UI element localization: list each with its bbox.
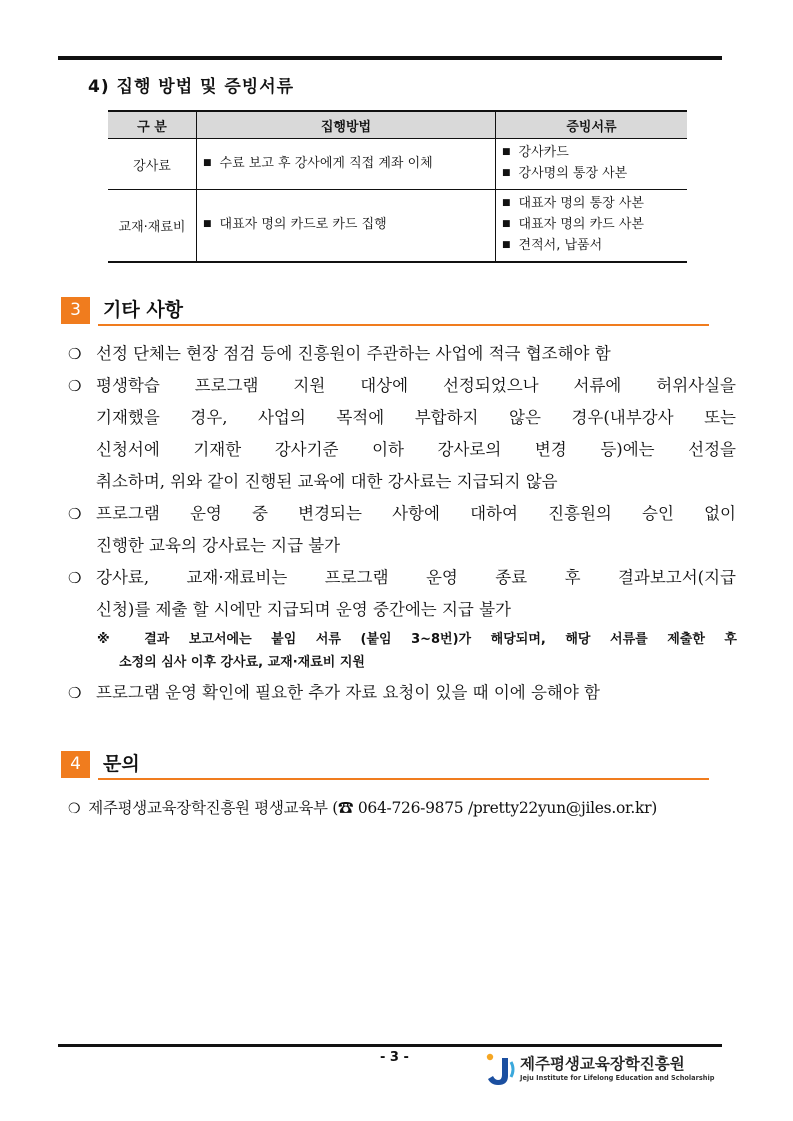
list-item bbox=[68, 498, 736, 562]
circle-bullet-icon: ❍ bbox=[68, 801, 81, 817]
org-logo-icon bbox=[484, 1052, 518, 1088]
org-logo bbox=[484, 1052, 724, 1088]
section-number-badge: 4 bbox=[61, 751, 90, 778]
contact-text: 제주평생교육장학진흥원 평생교육부 (☎ 064-726-9875 /pretty22yun@jiles.or.kr) bbox=[88, 799, 657, 817]
text-line: 선정 단체는 현장 점검 등에 진흥원이 주관하는 사업에 적극 협조해야 함 bbox=[96, 344, 611, 363]
list-item bbox=[68, 338, 736, 370]
header-docs: 증빙서류 bbox=[496, 111, 688, 139]
note-block bbox=[97, 628, 737, 674]
section-underline bbox=[98, 324, 709, 326]
section-title: 문의 bbox=[103, 753, 140, 775]
section-underline bbox=[98, 778, 709, 780]
table-row bbox=[108, 139, 687, 190]
circle-bullet-icon: ❍ bbox=[68, 345, 82, 363]
section-title: 기타 사항 bbox=[103, 299, 184, 321]
row-category: 교재·재료비 bbox=[108, 190, 197, 263]
text-line: 평생학습 프로그램 지원 대상에 선정되었으나 서류에 허위사실을 bbox=[96, 376, 736, 395]
table-header-row bbox=[108, 111, 687, 139]
logo-arc bbox=[511, 1062, 513, 1077]
row-category: 강사료 bbox=[108, 139, 197, 190]
doc-item: ■ 견적서, 납품서 bbox=[502, 236, 681, 257]
header-category: 구 분 bbox=[108, 111, 197, 139]
circle-bullet-icon: ❍ bbox=[68, 569, 82, 587]
text-line: 프로그램 운영 중 변경되는 사항에 대하여 진흥원의 승인 없이 bbox=[96, 504, 736, 523]
circle-bullet-icon: ❍ bbox=[68, 505, 82, 523]
list-item-text bbox=[96, 370, 736, 498]
text-line: 취소하며, 위와 같이 진행된 교육에 대한 강사료는 지급되지 않음 bbox=[96, 472, 558, 491]
method-item: ■ 수료 보고 후 강사에게 직접 계좌 이체 bbox=[203, 154, 489, 175]
section-4-heading bbox=[61, 751, 709, 778]
list-item bbox=[68, 562, 736, 626]
doc-item: ■ 강사명의 통장 사본 bbox=[502, 164, 681, 185]
text-line: 진행한 교육의 강사료는 지급 불가 bbox=[96, 536, 341, 555]
doc-item: ■ 강사카드 bbox=[502, 143, 681, 164]
contact-line bbox=[68, 796, 657, 818]
execution-table bbox=[108, 110, 687, 263]
list-item-text bbox=[96, 338, 736, 370]
row-method bbox=[197, 139, 496, 190]
text-line: 강사료, 교재·재료비는 프로그램 운영 종료 후 결과보고서(지급 bbox=[96, 568, 736, 587]
list-item bbox=[68, 677, 736, 709]
text-line: 기재했을 경우, 사업의 목적에 부합하지 않은 경우(내부강사 또는 bbox=[96, 408, 736, 427]
doc-item: ■ 대표자 명의 카드 사본 bbox=[502, 215, 681, 236]
circle-bullet-icon: ❍ bbox=[68, 377, 82, 395]
row-method bbox=[197, 190, 496, 263]
doc-item: ■ 대표자 명의 통장 사본 bbox=[502, 194, 681, 215]
text-line: 신청서에 기재한 강사기준 이하 강사로의 변경 등)에는 선정을 bbox=[96, 440, 736, 459]
org-name: 제주평생교육장학진흥원 bbox=[520, 1055, 685, 1073]
table-row bbox=[108, 190, 687, 263]
note-line: ※ 결과 보고서에는 붙임 서류 (붙임 3~8번)가 해당되며, 해당 서류를 제출한 후 bbox=[97, 632, 737, 647]
row-docs bbox=[496, 139, 688, 190]
top-rule bbox=[58, 56, 722, 60]
header-method: 집행방법 bbox=[197, 111, 496, 139]
section-number-badge: 3 bbox=[61, 297, 90, 324]
row-docs bbox=[496, 190, 688, 263]
org-name-english: Jeju Institute for Lifelong Education and Scholarship bbox=[520, 1074, 715, 1082]
bottom-rule bbox=[58, 1044, 722, 1047]
logo-j-shape bbox=[488, 1058, 508, 1085]
list-item-text bbox=[96, 562, 736, 626]
section-3-heading bbox=[61, 297, 709, 324]
circle-bullet-icon: ❍ bbox=[68, 684, 82, 702]
note-line: 소정의 심사 이후 강사료, 교재·재료비 지원 bbox=[119, 655, 365, 670]
method-item: ■ 대표자 명의 카드로 카드 집행 bbox=[203, 215, 489, 236]
text-line: 프로그램 운영 확인에 필요한 추가 자료 요청이 있을 때 이에 응해야 함 bbox=[96, 683, 600, 702]
logo-dot bbox=[487, 1054, 493, 1060]
list-item-text bbox=[96, 677, 736, 709]
sub-heading-execution: 4) 집행 방법 및 증빙서류 bbox=[88, 77, 295, 97]
text-line: 신청)를 제출 할 시에만 지급되며 운영 중간에는 지급 불가 bbox=[96, 600, 511, 619]
page-number: - 3 - bbox=[380, 1050, 409, 1065]
list-item bbox=[68, 370, 736, 498]
list-item-text bbox=[96, 498, 736, 562]
